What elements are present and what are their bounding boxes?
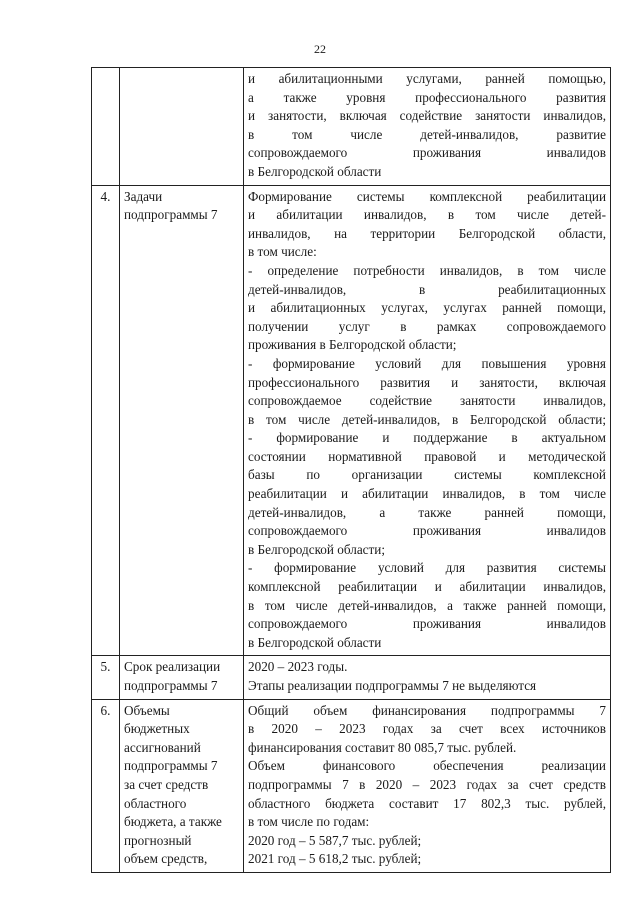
content-line: - формирование и поддержание в актуальном — [248, 430, 606, 446]
content-line: 2020 год – 5 587,7 тыс. рублей; — [248, 832, 422, 848]
label-line: подпрограммы 7 — [124, 678, 218, 693]
row-content — [244, 185, 611, 656]
label-line: Задачи — [124, 188, 163, 204]
table-row-term — [92, 656, 611, 699]
content-line: в 2020 – 2023 годах за счет всех источников — [248, 721, 606, 737]
content-line: областного бюджета составит 17 802,3 тыс. рублей, — [248, 795, 606, 811]
content-line: финансирования составит 80 085,7 тыс. рублей. — [248, 739, 517, 755]
content-line: Общий объем финансирования подпрограммы 7 — [248, 702, 606, 718]
label-line: прогнозный — [124, 832, 192, 848]
content-line: Объем финансового обеспечения реализации — [248, 758, 606, 774]
content-line: - формирование условий для развития системы — [248, 560, 606, 576]
row-label — [120, 185, 244, 656]
label-line: областного — [124, 795, 187, 811]
content-line: реабилитации и абилитации инвалидов, в том числе — [248, 486, 606, 502]
content-line: а также уровня профессионального развития — [248, 89, 606, 105]
content-line: в том числе детей-инвалидов, в Белгородской области; — [248, 411, 606, 427]
label-line: объем средств, — [124, 851, 208, 867]
content-line: детей-инвалидов, в реабилитационных — [248, 281, 606, 297]
content-line: профессионального развития и занятости, включая — [248, 374, 606, 390]
row-content — [244, 656, 611, 699]
content-line: в Белгородской области — [248, 634, 382, 650]
row-label — [120, 656, 244, 699]
row-content — [244, 699, 611, 872]
label-line: за счет средств — [124, 776, 209, 792]
table-row-budget — [92, 699, 611, 872]
content-line: в том числе по годам: — [248, 814, 370, 830]
program-passport-table — [91, 67, 611, 873]
table-row-tasks — [92, 185, 611, 656]
content-line: в том числе: — [248, 244, 317, 260]
content-line: сопровождаемого проживания инвалидов — [248, 145, 606, 161]
row-content — [244, 68, 611, 186]
page-number: 22 — [314, 42, 326, 56]
content-line: в Белгородской области; — [248, 541, 386, 557]
label-line: подпрограммы 7 — [124, 758, 218, 774]
content-line: сопровождаемого проживания инвалидов — [248, 523, 606, 539]
label-line: Срок реализации — [124, 659, 221, 675]
row-number: 6. — [92, 699, 120, 872]
content-line: инвалидов, на территории Белгородской области, — [248, 225, 606, 241]
content-line: и абилитационных услугах, услугах ранней помощи, — [248, 300, 606, 316]
row-number: 4. — [92, 185, 120, 656]
row-number — [92, 68, 120, 186]
content-line: детей-инвалидов, а также ранней помощи, — [248, 504, 606, 520]
label-line: Объемы — [124, 702, 170, 718]
content-line: и абилитационными услугами, ранней помощью, — [248, 71, 606, 86]
row-number: 5. — [92, 656, 120, 699]
content-line: базы по организации системы комплексной — [248, 467, 606, 483]
content-line: 2020 – 2023 годы. — [248, 659, 348, 675]
content-line: сопровождаемое содействие занятости инвалидов, — [248, 393, 606, 409]
content-line: проживания в Белгородской области; — [248, 337, 457, 353]
content-line: 2021 год – 5 618,2 тыс. рублей; — [248, 851, 422, 867]
label-line: ассигнований — [124, 739, 201, 755]
content-line: получении услуг в рамках сопровождаемого — [248, 318, 606, 334]
row-label — [120, 68, 244, 186]
content-line: в том числе детей-инвалидов, развитие — [248, 126, 606, 142]
content-line: сопровождаемого проживания инвалидов — [248, 616, 606, 632]
label-line: бюджета, а также — [124, 814, 222, 830]
label-line: подпрограммы 7 — [124, 207, 218, 223]
label-line: бюджетных — [124, 721, 190, 737]
row-label — [120, 699, 244, 872]
content-line: в Белгородской области — [248, 163, 382, 179]
content-line: комплексной реабилитации и абилитации инвалидов, — [248, 579, 606, 595]
content-line: - определение потребности инвалидов, в том числе — [248, 262, 606, 278]
content-line: - формирование условий для повышения уровня — [248, 355, 606, 371]
content-line: состоянии нормативной правовой и методической — [248, 448, 606, 464]
table-row-continuation — [92, 68, 611, 186]
content-line: и занятости, включая содействие занятости инвалидов, — [248, 108, 606, 124]
content-line: в том числе детей-инвалидов, а также ранней помощи, — [248, 597, 606, 613]
content-line: и абилитации инвалидов, в том числе детей- — [248, 207, 606, 223]
content-line: подпрограммы 7 в 2020 – 2023 годах за счет средств — [248, 776, 606, 792]
content-line: Формирование системы комплексной реабилитации — [248, 188, 606, 204]
content-line: Этапы реализации подпрограммы 7 не выделяются — [248, 678, 537, 693]
